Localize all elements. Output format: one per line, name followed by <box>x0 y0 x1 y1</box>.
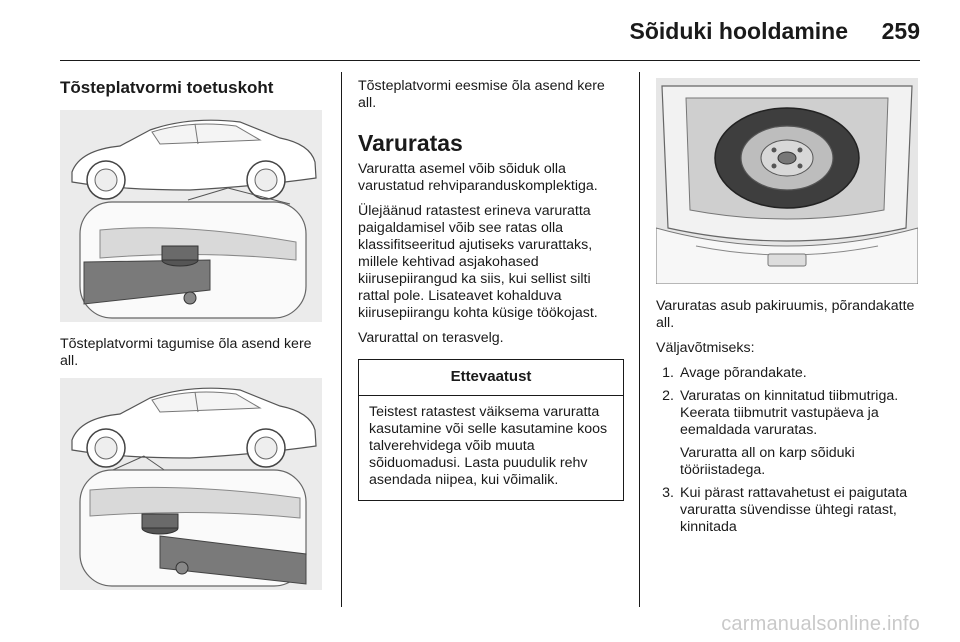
caption-front-lift-point: Tõsteplatvormi eesmise õla asend kere all. <box>358 78 605 111</box>
figure-spare-wheel-trunk <box>656 78 918 284</box>
step-text: Avage põrandakate. <box>680 365 807 381</box>
paragraph-steel-rim: Varurattal on terasvelg. <box>358 330 504 346</box>
page-number: 259 <box>881 18 920 44</box>
step-subtext: Varuratta all on karp sõiduki tööriistadega. <box>680 445 855 478</box>
column-divider-left <box>341 72 342 607</box>
step-number: 3. <box>662 485 674 501</box>
left-column <box>60 78 326 590</box>
header-rule <box>60 60 920 61</box>
list-item <box>656 485 922 536</box>
removal-steps-list <box>656 365 922 536</box>
right-column <box>656 78 922 542</box>
warning-body: Teistest ratastest väiksema varuratta kasutamine või selle kasutamine koos talverehvidega võib muuta sõiduomadusi. Lasta puudulik rehv asendada niipea, kui võimalik. <box>369 404 608 488</box>
paragraph-spare-location: Varuratas asub pakiruumis, põrandakatte all. <box>656 298 915 331</box>
warning-title: Ettevaatust <box>359 360 623 396</box>
middle-column <box>358 78 626 501</box>
step-number: 2. <box>662 388 674 404</box>
section-heading-lift-points: Tõsteplatvormi toetuskoht <box>60 78 274 97</box>
step-text: Varuratas on kinnitatud tiibmutriga. Keerata tiibmutrit vastupäeva ja eemaldada varuratas. <box>680 388 899 438</box>
spare-wheel-illustration <box>656 78 918 284</box>
paragraph-repair-kit: Varuratta asemel võib sõiduk olla varustatud rehviparanduskomplektiga. <box>358 161 598 194</box>
figure-front-lift-point <box>60 378 322 590</box>
figure-rear-lift-point <box>60 110 322 322</box>
paragraph-removal-intro: Väljavõtmiseks: <box>656 340 755 356</box>
section-title-spare-wheel: Varuratas <box>358 130 463 156</box>
column-divider-right <box>639 72 640 607</box>
step-number: 1. <box>662 365 674 381</box>
list-item <box>656 365 922 382</box>
paragraph-temporary-spare: Ülejäänud ratastest erineva varuratta paigaldamisel võib see ratas olla klassifitseeritud ajutiseks varurattaks, millele kehtivad asjakohased kiirusepiirangud ka siis, kui sellist silti rattal pole. Lisateavet kohalduva kiirusepiirangu kohta küsige töökojast. <box>358 203 598 321</box>
warning-box <box>358 359 624 501</box>
car-lift-illustration-rear <box>60 110 322 322</box>
step-text: Kui pärast rattavahetust ei paigutata varuratta süvendisse ühtegi ratast, kinnitada <box>680 485 908 535</box>
watermark: carmanualsonline.info <box>721 613 920 635</box>
car-lift-illustration-front <box>60 378 322 590</box>
page-header-title: Sõiduki hooldamine <box>629 18 848 44</box>
list-item <box>656 388 922 479</box>
caption-rear-lift-point: Tõsteplatvormi tagumise õla asend kere all. <box>60 336 312 369</box>
